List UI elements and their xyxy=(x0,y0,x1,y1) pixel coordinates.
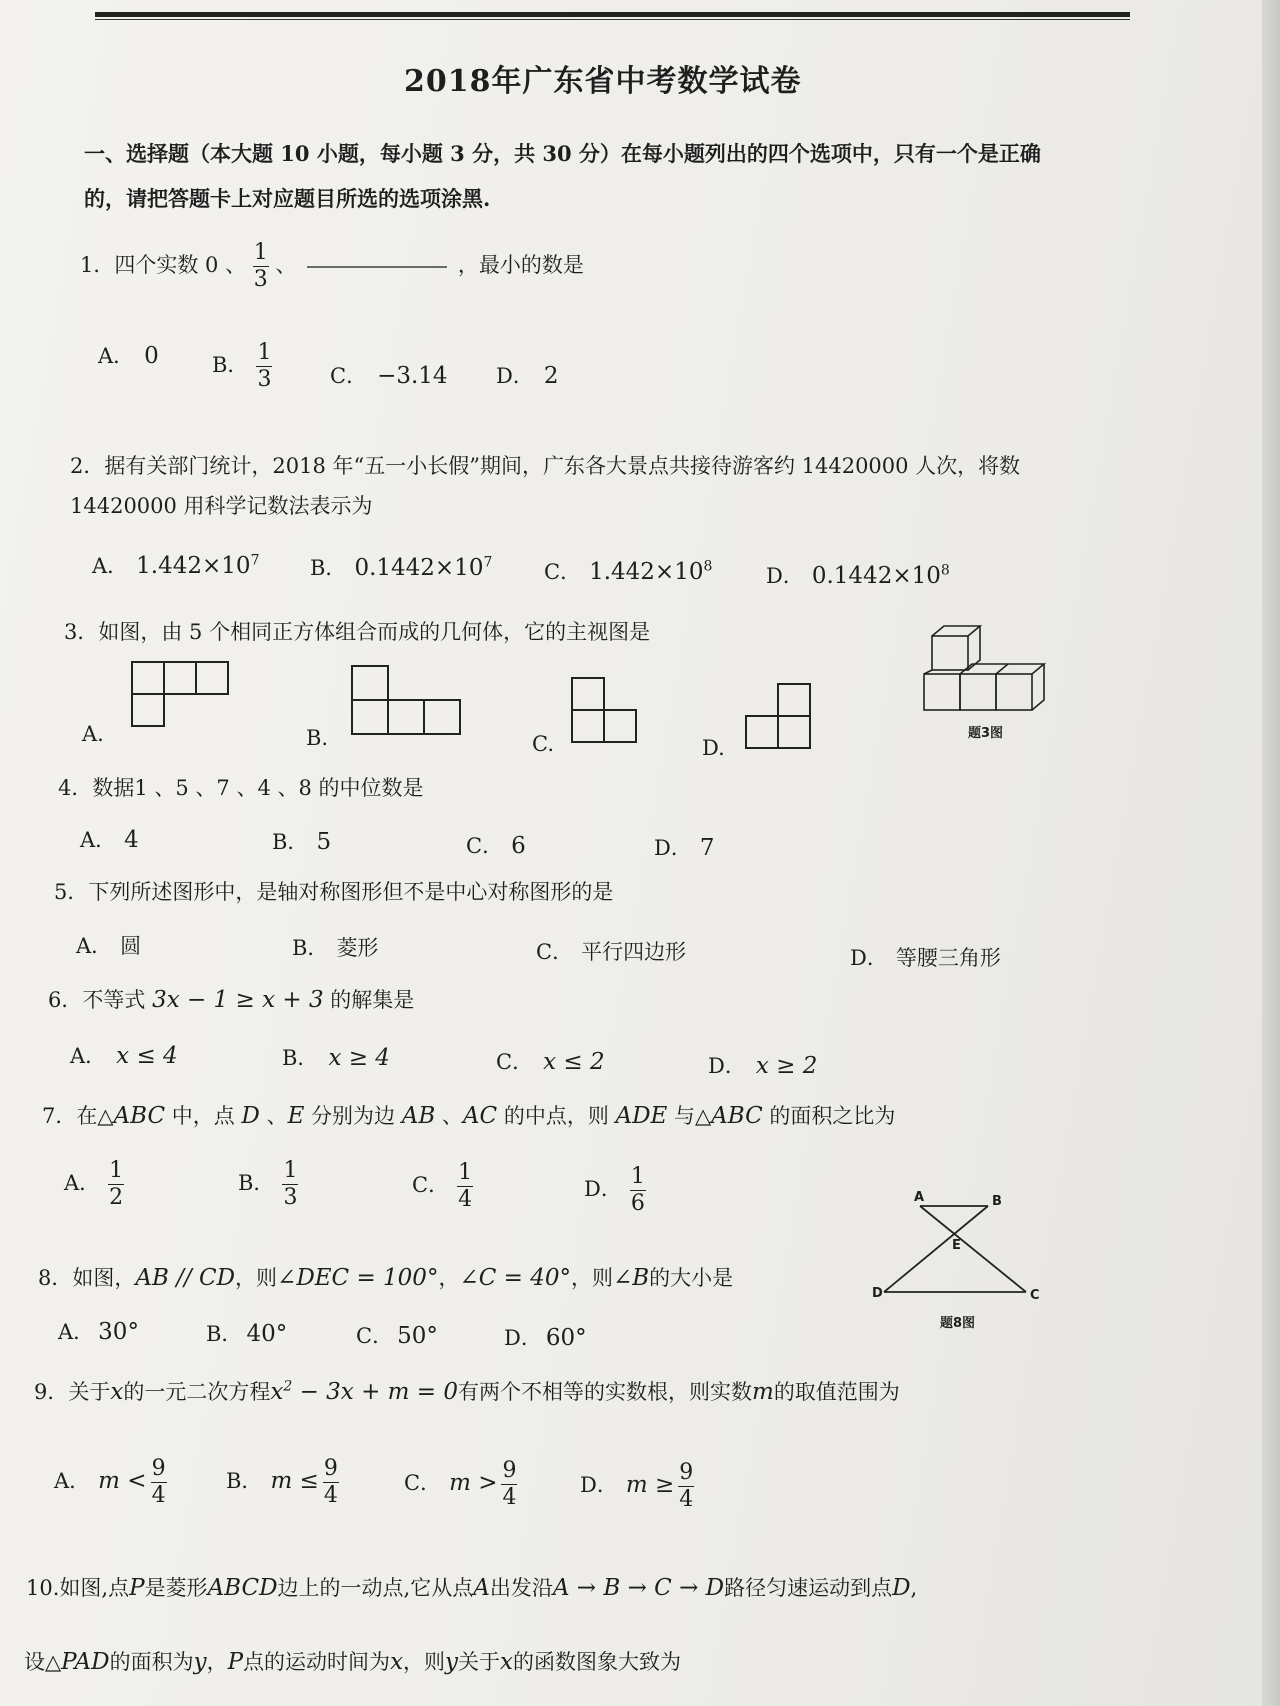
question-9: 9．关于x的一元二次方程$x^2 - 3x + m = 0$有两个不相等的实数根，则实数m的取值范围为 xyxy=(34,1378,900,1405)
q8-label-b: B xyxy=(992,1194,1002,1209)
q5-option-b[interactable]: B． 菱形 xyxy=(292,936,379,960)
question-7: 7．在△ABC 中，点 D 、E 分别为边 AB 、AC 的中点，则 ADE 与△ABC 的面积之比为 xyxy=(42,1103,896,1129)
q8-option-b[interactable]: B． 40° xyxy=(206,1321,288,1347)
q3-reference-cubes xyxy=(920,622,1050,722)
q1-frac-num: 1 xyxy=(253,240,268,265)
q6-stem-a: 6．不等式 xyxy=(48,988,146,1012)
q1-option-c[interactable]: C． −3.14 xyxy=(330,363,448,389)
q8-label-c: C xyxy=(1030,1288,1040,1303)
page-edge-shadow xyxy=(1262,0,1280,1706)
q5-option-a[interactable]: A． 圆 xyxy=(76,934,142,958)
q6-stem-b: 的解集是 xyxy=(330,988,415,1012)
q4-option-c[interactable]: C． 6 xyxy=(466,833,526,859)
question-8: 8．如图，AB // CD，则∠DEC = 100°，∠C = 40°，则∠B的大小是 xyxy=(38,1265,734,1291)
q2-option-b[interactable]: B． $0.1442\times 10^7$ xyxy=(310,554,493,581)
q8-figure-caption: 题8图 xyxy=(940,1316,976,1331)
section-heading-line1: 一、选择题（本大题 10 小题，每小题 3 分，共 30 分）在每小题列出的四个选项中，只有一个是正确 xyxy=(84,141,1041,166)
q4-option-a[interactable]: A． 4 xyxy=(80,827,139,853)
q8-label-a: A xyxy=(914,1190,925,1205)
q3-stem: 3．如图，由 5 个相同正方体组合而成的几何体，它的主视图是 xyxy=(64,620,651,644)
question-1 xyxy=(80,240,584,293)
q4-option-d[interactable]: D． 7 xyxy=(654,835,715,861)
q6-option-c[interactable]: C． x ≤ 2 xyxy=(496,1049,605,1075)
q1-option-b[interactable]: B． $\frac{1}{3}$ xyxy=(212,340,272,392)
q1-stem-a: 1．四个实数 0 、 xyxy=(80,253,247,277)
header-rule-thick xyxy=(95,12,1130,17)
q2-stem-line2: 14420000 用科学记数法表示为 xyxy=(70,494,373,518)
q10-stem-line1: 10.如图,点P是菱形ABCD边上的一动点,它从点A出发沿A → B → C → D路径匀速运动到点D, xyxy=(26,1575,918,1601)
q1-blurred-term xyxy=(307,266,447,268)
q1-fraction xyxy=(253,240,269,293)
q2-option-a[interactable]: A． $1.442\times 10^7$ xyxy=(92,552,260,579)
header-rule-thin xyxy=(95,19,1130,20)
q3-figure-d[interactable] xyxy=(744,682,814,752)
q3-option-c-label[interactable]: C. xyxy=(532,732,554,756)
q6-inequality: 3x − 1 ≥ x + 3 xyxy=(152,987,324,1013)
q3-option-b-label[interactable]: B. xyxy=(306,726,329,750)
q1-option-d[interactable]: D． 2 xyxy=(496,363,559,389)
q6-option-a[interactable]: A． x ≤ 4 xyxy=(70,1043,178,1069)
q10-stem-line2: 设△PAD的面积为y，P点的运动时间为x，则y关于x的函数图象大致为 xyxy=(24,1649,682,1675)
q2-stem-line1: 2．据有关部门统计，2018 年“五一小长假”期间，广东各大景点共接待游客约 14420000 人次，将数 xyxy=(70,454,1021,478)
q8-label-d: D xyxy=(872,1286,883,1301)
q8-option-d[interactable]: D． 60° xyxy=(504,1325,587,1351)
q9-option-b[interactable]: B． m ≤ $\frac{9}{4}$ xyxy=(226,1456,338,1508)
q7-option-c[interactable]: C． $\frac{1}{4}$ xyxy=(412,1160,473,1212)
q5-option-d[interactable]: D． 等腰三角形 xyxy=(850,946,1001,970)
q8-option-a[interactable]: A． 30° xyxy=(58,1319,139,1345)
q1-frac-den: 3 xyxy=(253,267,268,292)
q7-option-d[interactable]: D． $\frac{1}{6}$ xyxy=(584,1164,645,1216)
q3-figure-a[interactable] xyxy=(130,660,240,730)
q9-option-c[interactable]: C． m > $\frac{9}{4}$ xyxy=(404,1458,517,1510)
q1-option-a[interactable]: A． 0 xyxy=(98,343,159,369)
q4-stem: 4．数据1 、5 、7 、4 、8 的中位数是 xyxy=(58,776,424,800)
q1-stem-c: ，最小的数是 xyxy=(457,253,584,277)
q2-option-c[interactable]: C． $1.442\times 10^8$ xyxy=(544,558,713,585)
q4-option-b[interactable]: B． 5 xyxy=(272,829,332,855)
q6-option-b[interactable]: B． x ≥ 4 xyxy=(282,1045,390,1071)
q9-option-d[interactable]: D． m ≥ $\frac{9}{4}$ xyxy=(580,1460,694,1512)
q3-option-a-label[interactable]: A. xyxy=(82,722,104,746)
q6-option-d[interactable]: D． x ≥ 2 xyxy=(708,1053,818,1079)
q3-option-d-label[interactable]: D. xyxy=(702,736,725,760)
q5-option-c[interactable]: C． 平行四边形 xyxy=(536,940,687,964)
q5-stem: 5．下列所述图形中，是轴对称图形但不是中心对称图形的是 xyxy=(54,880,614,904)
q3-figure-c[interactable] xyxy=(570,676,640,746)
q2-option-d[interactable]: D． $0.1442\times 10^8$ xyxy=(766,562,950,589)
q3-figure-caption: 题3图 xyxy=(968,726,1004,741)
q7-option-a[interactable]: A． $\frac{1}{2}$ xyxy=(64,1158,124,1210)
doc-title: 2018年广东省中考数学试卷 xyxy=(404,64,802,99)
q9-option-a[interactable]: A． m < $\frac{9}{4}$ xyxy=(54,1456,166,1508)
q8-option-c[interactable]: C． 50° xyxy=(356,1323,438,1349)
q8-label-e: E xyxy=(952,1238,961,1253)
q7-option-b[interactable]: B． $\frac{1}{3}$ xyxy=(238,1158,298,1210)
q3-figure-b[interactable] xyxy=(350,664,465,738)
section-heading-line2: 的，请把答题卡上对应题目所选的选项涂黑. xyxy=(84,186,491,211)
question-6 xyxy=(48,984,414,1014)
q1-stem-b: 、 xyxy=(275,253,297,277)
